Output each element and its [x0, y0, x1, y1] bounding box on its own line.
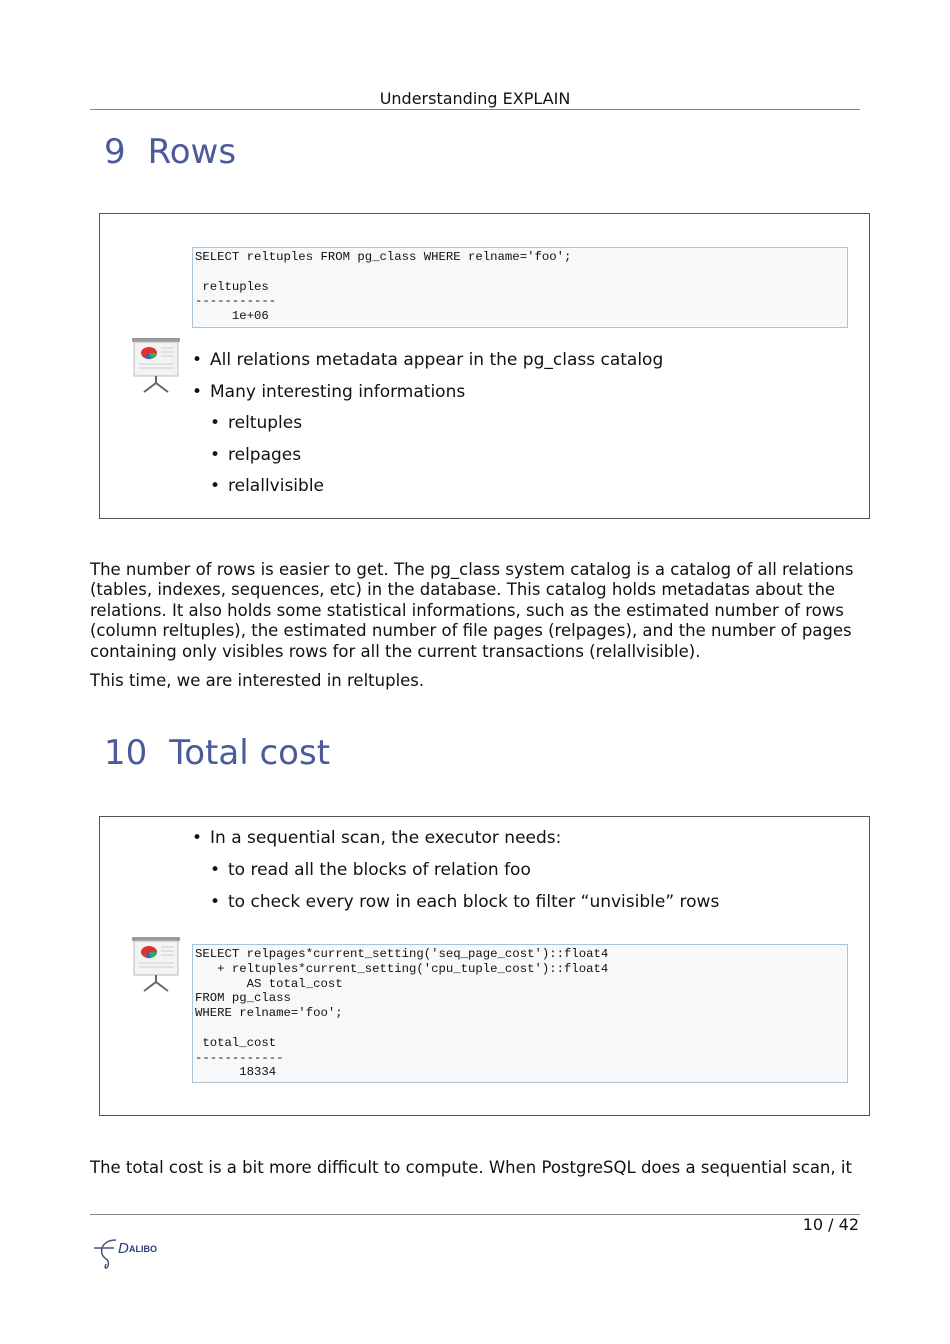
running-header: Understanding EXPLAIN: [379, 89, 571, 108]
bullet-item: • In a sequential scan, the executor needs:: [192, 828, 561, 848]
section-heading-rows: [104, 132, 236, 172]
sub-bullet-item: • relpages: [210, 445, 301, 465]
presentation-icon: [130, 337, 182, 393]
sub-bullet-item: • to read all the blocks of relation foo: [210, 860, 531, 880]
svg-text:ALIBO: ALIBO: [129, 1244, 157, 1254]
presentation-icon: [130, 936, 182, 992]
section-heading-total-cost: [104, 733, 330, 773]
code-block-reltuples: SELECT reltuples FROM pg_class WHERE relname='foo'; reltuples ----------- 1e+06: [192, 247, 848, 328]
dalibo-logo: [92, 1234, 162, 1272]
sub-bullet-item: • relallvisible: [210, 476, 324, 496]
bullet-item: • All relations metadata appear in the pg_class catalog: [192, 350, 663, 370]
svg-text:D: D: [118, 1240, 129, 1257]
section-number: 9: [104, 132, 126, 172]
section-title: Rows: [147, 132, 237, 172]
body-paragraph: This time, we are interested in reltuples.: [90, 671, 425, 690]
sub-bullet-item: • to check every row in each block to filter “unvisible” rows: [210, 892, 719, 912]
bullet-item: • Many interesting informations: [192, 382, 465, 402]
sub-bullet-item: • reltuples: [210, 413, 302, 433]
section-number: 10: [104, 733, 148, 773]
body-paragraph: The total cost is a bit more difficult to compute. When PostgreSQL does a sequential scan, it: [90, 1158, 852, 1177]
page-number: 10 / 42: [802, 1215, 859, 1234]
section-title: Total cost: [169, 733, 331, 773]
code-block-total-cost: SELECT relpages*current_setting('seq_page_cost')::float4 + reltuples*current_setting('cpu_tuple_cost')::float4 AS total_cost FROM pg_class WHERE relname='foo'; total_cost ------------ 18334: [192, 944, 848, 1083]
header-rule: [90, 109, 860, 110]
footer-rule: [90, 1214, 860, 1215]
body-paragraph: The number of rows is easier to get. The pg_class system catalog is a catalog of all relations (tables, indexes, sequences, etc) in the database. This catalog holds metadatas about the relations. It also holds some statistical informations, such as the estimated number of rows (column reltuples), the estimated number of file pages (relpages), and the number of pages containing only visibles rows for all the current transactions (relallvisible).: [90, 560, 854, 661]
